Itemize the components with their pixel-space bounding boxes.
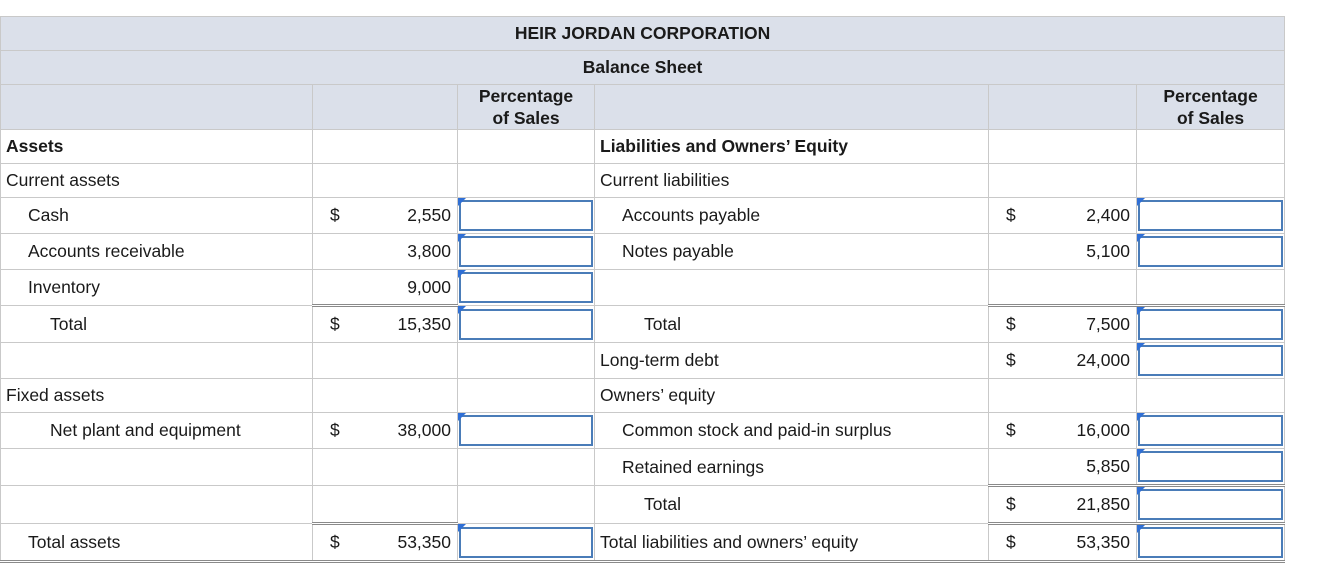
table-row (1, 486, 1285, 524)
current-assets-heading: Current assets (1, 164, 313, 198)
assets-heading: Assets (1, 130, 313, 164)
currency-symbol: $ (1006, 420, 1016, 440)
currency-symbol: $ (330, 532, 340, 552)
equity-total-value: 21,850 (1076, 494, 1130, 514)
receivable-value: 3,800 (313, 234, 458, 270)
accounts-payable-label: Accounts payable (595, 198, 989, 234)
title-row (1, 17, 1285, 51)
currency-symbol (989, 343, 1137, 379)
total-assets-label: Total assets (1, 524, 313, 562)
current-liabilities-total-pct-input[interactable] (1138, 309, 1283, 340)
long-term-debt-pct-input[interactable] (1138, 345, 1283, 376)
currency-symbol (989, 306, 1137, 343)
flag-icon (1137, 449, 1145, 457)
common-stock-label: Common stock and paid-in surplus (595, 413, 989, 449)
table-row (1, 413, 1285, 449)
table-row (1, 234, 1285, 270)
common-stock-pct-input[interactable] (1138, 415, 1283, 446)
currency-symbol: $ (1006, 314, 1016, 334)
table-row (1, 164, 1285, 198)
currency-symbol (989, 198, 1137, 234)
currency-symbol: $ (330, 314, 340, 334)
long-term-debt-value: 24,000 (1076, 350, 1130, 370)
cash-pct-input[interactable] (459, 200, 593, 231)
inventory-label: Inventory (1, 270, 313, 306)
total-assets-value: 53,350 (397, 532, 451, 552)
retained-earnings-label: Retained earnings (595, 449, 989, 486)
table-row (1, 343, 1285, 379)
inventory-pct-input[interactable] (459, 272, 593, 303)
currency-symbol: $ (330, 205, 340, 225)
assets-pct-header: Percentage of Sales (458, 85, 595, 130)
table-row (1, 306, 1285, 343)
equity-total-value (1137, 486, 1285, 524)
flag-icon (1137, 343, 1145, 351)
equity-total-label: Total (595, 486, 989, 524)
net-plant-label: Net plant and equipment (1, 413, 313, 449)
table-row (1, 198, 1285, 234)
owners-equity-heading: Owners’ equity (595, 379, 989, 413)
table-row (1, 524, 1285, 562)
retained-earnings-value: 5,850 (1086, 456, 1130, 476)
flag-icon (1137, 234, 1145, 242)
total-liabilities-equity-value: 53,350 (1076, 532, 1130, 552)
currency-symbol: $ (1006, 494, 1016, 514)
flag-icon (458, 270, 466, 278)
accounts-payable-pct-input[interactable] (1138, 200, 1283, 231)
notes-payable-pct-input[interactable] (1138, 236, 1283, 267)
retained-earnings-pct-input[interactable] (1138, 451, 1283, 482)
flag-icon (458, 524, 466, 532)
table-row (1, 270, 1285, 306)
fixed-assets-heading: Fixed assets (1, 379, 313, 413)
currency-symbol (989, 486, 1137, 524)
long-term-debt-label: Long-term debt (595, 343, 989, 379)
accounts-payable-value: 2,400 (1086, 205, 1130, 225)
equity-total-pct-input[interactable] (1138, 489, 1283, 520)
statement-title: Balance Sheet (1, 51, 1285, 85)
receivable-pct-input[interactable] (459, 236, 593, 267)
balance-sheet-table (0, 16, 1285, 563)
currency-symbol: $ (1006, 350, 1016, 370)
liabilities-heading: Liabilities and Owners’ Equity (595, 130, 989, 164)
subtitle-row (1, 51, 1285, 85)
currency-symbol: $ (1006, 205, 1016, 225)
currency-symbol: $ (1006, 532, 1016, 552)
total-assets-pct-input[interactable] (459, 527, 593, 558)
common-stock-value (1137, 413, 1285, 449)
current-liabilities-total-label: Total (595, 306, 989, 343)
flag-icon (1137, 307, 1145, 315)
current-assets-total-label: Total (1, 306, 313, 343)
current-liabilities-total-value: 7,500 (1086, 314, 1130, 334)
flag-icon (458, 413, 466, 421)
flag-icon (1137, 413, 1145, 421)
currency-symbol: $ (330, 420, 340, 440)
flag-icon (458, 306, 466, 314)
current-liabilities-total-value (1137, 306, 1285, 343)
table-row (1, 379, 1285, 413)
total-liabilities-equity-value (1137, 524, 1285, 562)
current-liabilities-heading: Current liabilities (595, 164, 989, 198)
cash-label: Cash (1, 198, 313, 234)
net-plant-value: 38,000 (397, 420, 451, 440)
common-stock-value: 16,000 (1076, 420, 1130, 440)
inventory-value: 9,000 (313, 270, 458, 306)
retained-earnings-value (1137, 449, 1285, 486)
table-row (1, 449, 1285, 486)
liabilities-pct-header: Percentage of Sales (1137, 85, 1285, 130)
notes-payable-value: 5,100 (1086, 241, 1130, 261)
total-liabilities-equity-pct-input[interactable] (1138, 527, 1283, 558)
currency-symbol (989, 524, 1137, 562)
company-title: HEIR JORDAN CORPORATION (1, 17, 1285, 51)
net-plant-pct-input[interactable] (459, 415, 593, 446)
flag-icon (458, 234, 466, 242)
notes-payable-value (1137, 234, 1285, 270)
long-term-debt-value (1137, 343, 1285, 379)
notes-payable-label: Notes payable (595, 234, 989, 270)
column-header-row (1, 85, 1285, 130)
cash-value: 2,550 (407, 205, 451, 225)
flag-icon (1137, 525, 1145, 533)
currency-symbol (989, 413, 1137, 449)
receivable-label: Accounts receivable (1, 234, 313, 270)
current-assets-total-value: 15,350 (397, 314, 451, 334)
flag-icon (458, 198, 466, 206)
table-row (1, 130, 1285, 164)
current-assets-total-pct-input[interactable] (459, 309, 593, 340)
total-liabilities-equity-label: Total liabilities and owners’ equity (595, 524, 989, 562)
flag-icon (1137, 198, 1145, 206)
flag-icon (1137, 487, 1145, 495)
